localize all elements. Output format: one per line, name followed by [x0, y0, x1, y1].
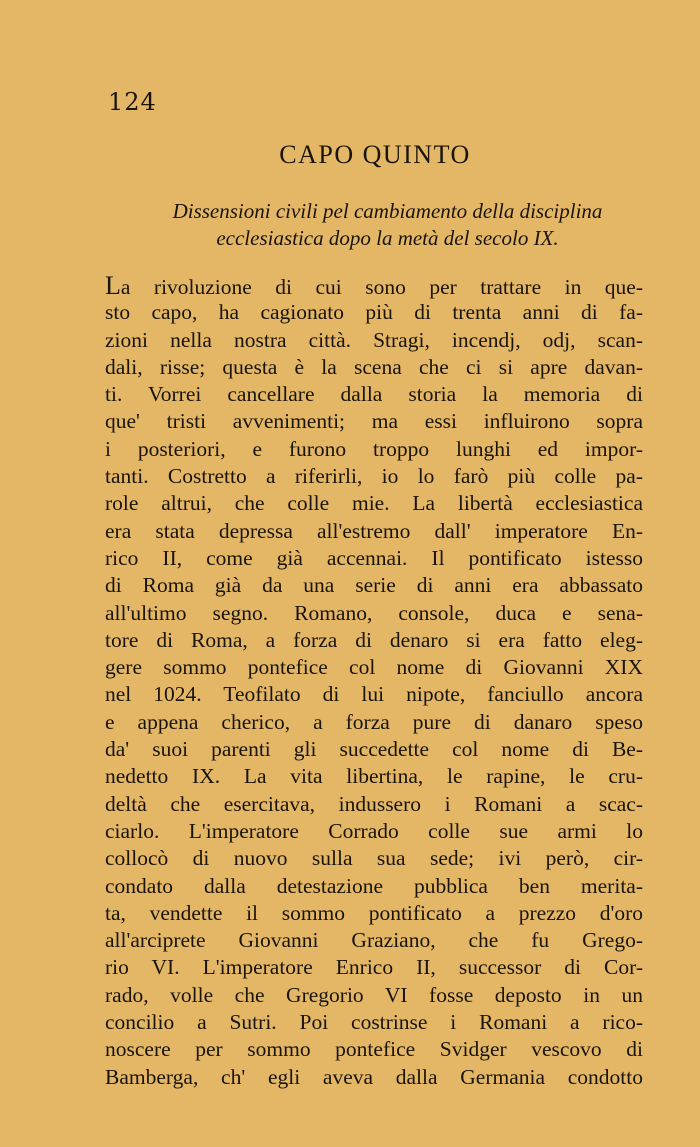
text-line: sto capo, ha cagionato più di trenta anni di fa-: [105, 300, 643, 325]
body-text: [105, 272, 643, 1091]
text-line: concilio a Sutri. Poi costrinse i Romani a rico-: [105, 1010, 643, 1035]
text-line: role altrui, che colle mie. La libertà ecclesiastica: [105, 491, 643, 516]
text-line: deltà che esercitava, indussero i Romani a scac-: [105, 791, 643, 816]
text-line: tanti. Costretto a riferirli, io lo farò più colle pa-: [105, 464, 643, 489]
text-line: condato dalla detestazione pubblica ben merita-: [105, 873, 643, 898]
text-line: da' suoi parenti gli succedette col nome di Be-: [105, 737, 643, 762]
text-line: zioni nella nostra città. Stragi, incendj, odj, scan-: [105, 327, 643, 352]
text-line: e appena cherico, a forza pure di danaro speso: [105, 709, 643, 734]
text-line: ciarlo. L'imperatore Corrado colle sue armi lo: [105, 818, 643, 843]
text-line: i posteriori, e furono troppo lunghi ed impor-: [105, 436, 643, 461]
text-line: di Roma già da una serie di anni era abbassato: [105, 573, 643, 598]
text-line: ta, vendette il sommo pontificato a prezzo d'oro: [105, 900, 643, 925]
text-line: dali, risse; questa è la scena che ci si apre davan-: [105, 354, 643, 379]
text-line: rio VI. L'imperatore Enrico II, successor di Cor-: [105, 955, 643, 980]
text-line: rado, volle che Gregorio VI fosse deposto in un: [105, 982, 643, 1007]
text-line: La rivoluzione di cui sono per trattare in que-: [105, 271, 643, 300]
chapter-title: CAPO QUINTO: [279, 140, 471, 169]
text-line: nel 1024. Teofilato di lui nipote, fanciullo ancora: [105, 682, 643, 707]
text-line: all'arciprete Giovanni Graziano, che fu Grego-: [105, 928, 643, 953]
text-line: era stata depressa all'estremo dall' imperatore En-: [105, 518, 643, 543]
chapter-subtitle: [105, 198, 670, 252]
text-line: tore di Roma, a forza di denaro si era fatto eleg-: [105, 627, 643, 652]
text-line: nedetto IX. La vita libertina, le rapine, le cru-: [105, 764, 643, 789]
text-line: all'ultimo segno. Romano, console, duca e sena-: [105, 600, 643, 625]
text-line: que' tristi avvenimenti; ma essi influirono sopra: [105, 409, 643, 434]
subtitle-line: ecclesiastica dopo la metà del secolo IX.: [216, 226, 559, 250]
text-line: ti. Vorrei cancellare dalla storia la memoria di: [105, 382, 643, 407]
page-number: 124: [108, 88, 157, 116]
text-line: collocò di nuovo sulla sua sede; ivi però, cir-: [105, 846, 643, 871]
subtitle-line: Dissensioni civili pel cambiamento della disciplina: [172, 199, 603, 223]
text-line: Bamberga, ch' egli aveva dalla Germania condotto: [105, 1064, 643, 1089]
text-line: gere sommo pontefice col nome di Giovanni XIX: [105, 655, 643, 680]
text-line: rico II, come già accennai. Il pontificato istesso: [105, 545, 643, 570]
text-line: noscere per sommo pontefice Svidger vescovo di: [105, 1037, 643, 1062]
